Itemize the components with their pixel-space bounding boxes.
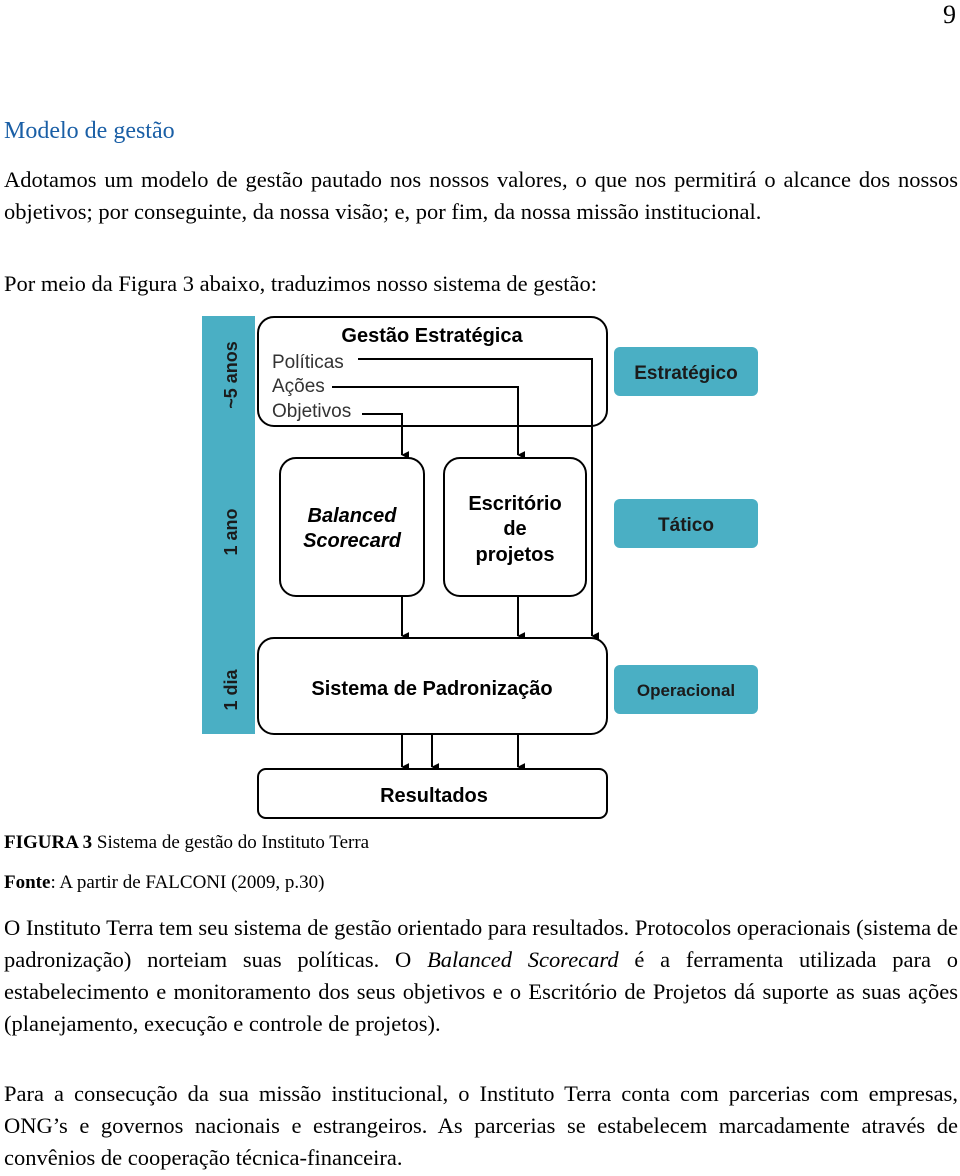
level-label-operacional: Operacional (636, 681, 736, 700)
timeline-label-1-dia: 1 dia (221, 669, 241, 711)
source-text: : A partir de FALCONI (2009, p.30) (50, 872, 325, 893)
management-system-diagram (0, 300, 960, 825)
balanced-scorecard-line2: Scorecard (303, 530, 401, 552)
escritorio-line1: Escritório (468, 493, 562, 515)
gestao-item-acoes: Ações (272, 376, 325, 397)
gestao-item-objetivos: Objetivos (272, 401, 352, 422)
paragraph-3-part2: é a ferramenta utilizada para o estabelecimento e monitoramento dos seus objetivos e o Escritório de Projetos dá suporte as suas ações (planejamento, execução e controle de projetos). (4, 947, 958, 1036)
level-label-estrategico: Estratégico (634, 363, 738, 384)
paragraph-3-part1: O Instituto Terra tem seu sistema de gestão orientado para resultados. Protocolos operacionais (sistema de padronização) norteiam suas políticas. O (4, 915, 958, 972)
figure-caption (4, 832, 369, 854)
paragraph-management-system (4, 912, 958, 1040)
balanced-scorecard-line1: Balanced (307, 505, 397, 527)
figure-source (4, 872, 325, 894)
escritorio-line3: projetos (475, 544, 555, 566)
figure-caption-text: Sistema de gestão do Instituto Terra (92, 832, 370, 853)
figure-label: FIGURA 3 (4, 832, 93, 853)
level-label-tatico: Tático (658, 515, 714, 536)
paragraph-3-italic: Balanced Scorecard (427, 947, 619, 972)
paragraph-intro: Adotamos um modelo de gestão pautado nos nossos valores, o que nos permitirá o alcance dos nossos objetivos; por conseguinte, da nossa visão; e, por fim, da nossa missão institucional. (4, 167, 958, 224)
gestao-estrategica-title: Gestão Estratégica (341, 325, 523, 347)
paragraph-figure-intro: Por meio da Figura 3 abaixo, traduzimos nosso sistema de gestão: (4, 271, 598, 296)
paragraph-partnerships: Para a consecução da sua missão institucional, o Instituto Terra conta com parcerias com empresas, ONG’s e governos nacionais e estrangeiros. As parcerias se estabelecem marcadamente através de convênios de cooperação técnica-financeira. (4, 1081, 958, 1170)
source-label: Fonte (4, 872, 51, 893)
timeline-label-1-ano: 1 ano (221, 508, 241, 556)
escritorio-line2: de (503, 518, 527, 540)
section-heading: Modelo de gestão (4, 118, 175, 144)
gestao-item-politicas: Políticas (272, 352, 344, 373)
resultados-label: Resultados (380, 785, 488, 807)
page-number: 9 (943, 0, 956, 29)
sistema-padronizacao-label: Sistema de Padronização (311, 678, 553, 700)
timeline-label-5-anos: ~5 anos (221, 341, 241, 409)
balanced-scorecard-box (280, 458, 424, 596)
